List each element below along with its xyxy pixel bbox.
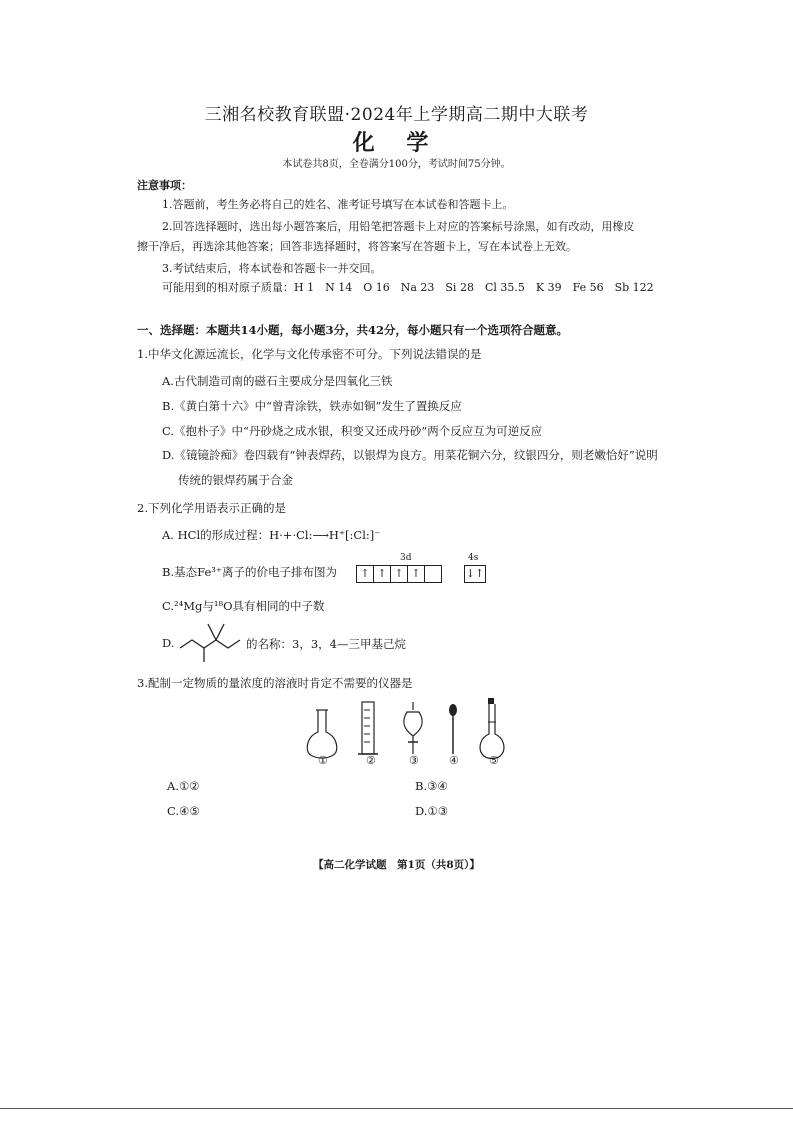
label-3d: 3d [400, 553, 412, 563]
notes-heading: 注意事项： [137, 179, 192, 192]
dropper-icon [449, 704, 457, 754]
q1-option-d: D.《镜镜詅痴》卷四载有“钟表焊药，以银焊为良方。用菜花铜六分，纹银四分，则老嫩恰好”说明 [162, 448, 658, 462]
apparatus-label-3: ③ [409, 754, 419, 767]
orbital-cell: ↑ [357, 566, 374, 582]
orbital-cell: ↑ [391, 566, 408, 582]
question-1-stem: 1.中华文化源远流长，化学与文化传承密不可分。下列说法错误的是 [137, 347, 482, 361]
q2-option-a: A. HCl的形成过程：H·+·Cl:⟶H⁺[:Cl:]⁻ [162, 528, 381, 542]
q1-option-a: A.古代制造司南的磁石主要成分是四氧化三铁 [162, 374, 393, 388]
q3-option-d: D.①③ [415, 804, 449, 818]
q1-option-d-cont: 传统的银焊药属于合金 [178, 473, 293, 487]
exam-info: 本试卷共8页，全卷满分100分，考试时间75分钟。 [282, 159, 511, 170]
bottom-edge-line [0, 1108, 793, 1109]
page-footer: 【高二化学试题 第1页（共8页）】 [313, 859, 480, 871]
q2-option-b: B.基态Fe³⁺离子的价电子排布图为 [162, 565, 337, 579]
subject-title: 化 学 [352, 130, 441, 156]
q2-option-c: C.²⁴Mg与¹⁸O具有相同的中子数 [162, 599, 325, 613]
q3-option-a: A.①② [167, 779, 200, 793]
orbital-cell: ↑ [408, 566, 425, 582]
section-heading: 一、选择题：本题共14小题，每小题3分，共42分，每小题只有一个选项符合题意。 [137, 323, 569, 337]
note-item: 2.回答选择题时，选出每小题答案后，用铅笔把答题卡上对应的答案标号涂黑，如有改动，用橡皮 [162, 220, 635, 233]
apparatus-label-5: ⑤ [489, 754, 499, 767]
q1-option-b: B.《黄白第十六》中“曾青涂铁，铁赤如铜”发生了置换反应 [162, 399, 462, 413]
graduated-cylinder-icon [358, 702, 378, 754]
flask-icon [307, 710, 336, 758]
orbital-diagram-3d [356, 565, 442, 583]
skeletal-formula-image [178, 618, 250, 664]
exam-title: 三湘名校教育联盟·2024年上学期高二期中大联考 [204, 105, 589, 125]
label-4s: 4s [468, 553, 479, 563]
orbital-cell: ↓↑ [465, 567, 485, 580]
note-item: 1.答题前，考生务必将自己的姓名、准考证号填写在本试卷和答题卡上。 [162, 198, 514, 211]
orbital-cell: ↑ [374, 566, 391, 582]
note-item: 擦干净后，再选涂其他答案；回答非选择题时，将答案写在答题卡上，写在本试卷上无效。 [137, 240, 577, 253]
question-3-stem: 3.配制一定物质的量浓度的溶液时肯定不需要的仪器是 [137, 676, 413, 690]
q2-option-d-text: 的名称：3，3，4—三甲基己烷 [246, 637, 406, 651]
q3-option-c: C.④⑤ [167, 804, 200, 818]
question-2-stem: 2.下列化学用语表示正确的是 [137, 501, 286, 515]
orbital-diagram-4s [464, 565, 486, 583]
q2-option-d-prefix: D. [162, 636, 175, 650]
atomic-masses: 可能用到的相对原子质量：H 1 N 14 O 16 Na 23 Si 28 Cl 35.5 K 39 Fe 56 Sb 122 [162, 281, 654, 294]
q1-option-c: C.《抱朴子》中“丹砂烧之成水银，积变又还成丹砂”两个反应互为可逆反应 [162, 424, 543, 438]
apparatus-label-1: ① [318, 754, 328, 767]
separatory-funnel-icon [404, 702, 422, 754]
apparatus-label-4: ④ [449, 754, 459, 767]
apparatus-label-2: ② [366, 754, 376, 767]
orbital-cell [425, 566, 441, 582]
q3-option-b: B.③④ [415, 779, 448, 793]
note-item: 3.考试结束后，将本试卷和答题卡一并交回。 [162, 262, 382, 275]
volumetric-flask-icon [480, 698, 504, 759]
